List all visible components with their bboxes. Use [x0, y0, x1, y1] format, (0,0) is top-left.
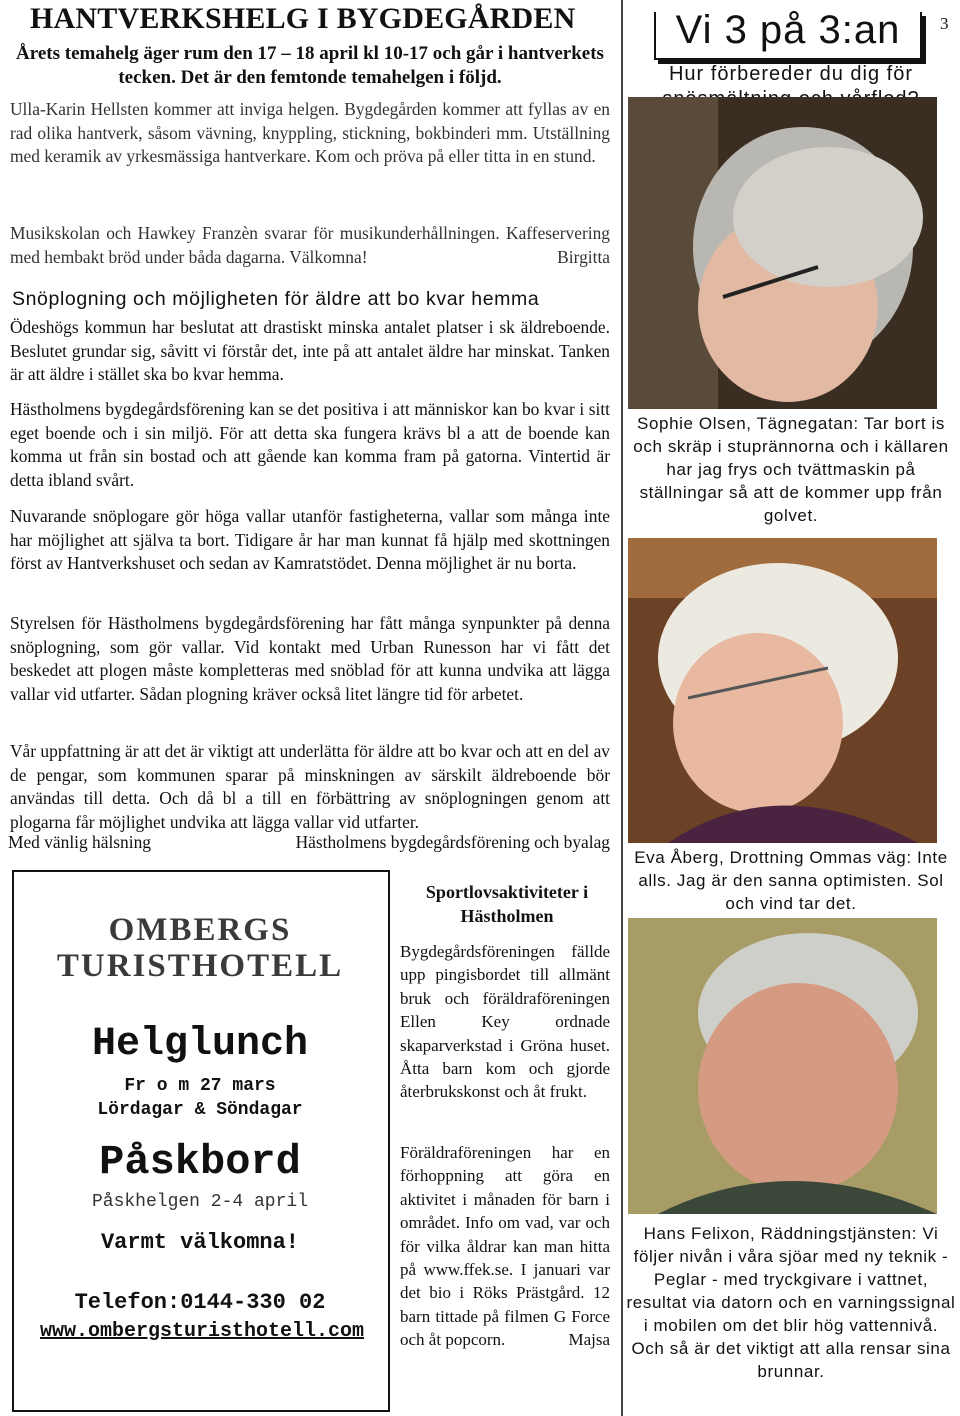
ad-weekdays: Lördagar & Söndagar — [97, 1100, 303, 1120]
closing-greeting: Med vänlig hälsning — [8, 832, 151, 852]
signature-majsa: Majsa — [568, 1330, 610, 1350]
section-title: Vi 3 på 3:an — [675, 8, 901, 52]
caption-sophie-olsen: Sophie Olsen, Tägnegatan: Tar bort is och skräp i stuprännorna och i källaren har jag frys och tvättmaskin på ställningar så att de kommer upp från golvet. — [633, 414, 949, 525]
sport-paragraph-1: Bygdegårdsföreningen fällde upp pingisbordet till allmänt bruk och föräldraföreningen Ellen Key ordnade skaparverkstad i Gröna huset. Åtta barn kom och gjorde återbrukskonst och åt frukt. — [400, 942, 610, 1102]
paragraph-6: Styrelsen för Hästholmens bygdegårdsförening har fått många synpunkter på denna snöplogning, som gör vallar. Vid kontakt med Urban Runesson har vi fått det beskedet att plogen måste kompletteras med snöblad för att kunna undvika att lägga vallar vid utfarter. Sådan plogning kräver också litet längre tid för arbetet. — [10, 613, 610, 704]
ad-logo-ombergs: OMBERGS — [108, 912, 292, 948]
sport-title: Sportlovsaktiviteter i Hästholmen — [425, 882, 589, 926]
ad-helglunch: Helglunch — [91, 1022, 309, 1067]
ad-logo-turisthotell: TURISTHOTELL — [56, 948, 344, 984]
paragraph-3: Ödeshögs kommun har beslutat att drastiskt minska antalet platser i sk äldreboende. Beslutet grundar sig, såvitt vi förstår det, inte på att antalet äldre har minskat. Tanken är att äldre i stället ska bo kvar hemma. — [10, 317, 610, 384]
ad-paskhelg: Påskhelgen 2-4 april — [91, 1192, 309, 1212]
paragraph-2 — [10, 222, 610, 269]
ad-telephone: Telefon:0144-330 02 — [74, 1290, 326, 1315]
paragraph-2-text: Musikskolan och Hawkey Franzèn svarar för musikunderhållningen. Kaffeservering med hembakt bröd under båda dagarna. Välkomna! — [10, 223, 610, 267]
signature-birgitta: Birgitta — [557, 246, 610, 267]
closing-line — [8, 832, 610, 853]
photo-hans-felixon — [628, 918, 937, 1214]
headline-hantverkshelg: HANTVERKSHELG I BYGDEGÅRDEN — [30, 2, 576, 35]
portrait-illustration — [628, 97, 937, 409]
ad-paskbord: Påskbord — [99, 1138, 301, 1186]
caption-hans-felixon: Hans Felixon, Räddningstjänsten: Vi följer nivån i våra sjöar med ny teknik - Peglar - med tryckgivare i vattnet, resultat via datorn och en varningssignal i mobilen om det blir hög vattennivå. Och så är det viktigt att alla rensar sina brunnar. — [626, 1224, 956, 1381]
intro-text: Årets temahelg äger rum den 17 – 18 april kl 10-17 och går i hantverkets tecken. Det är den femtonde temahelgen i följd. — [16, 43, 604, 88]
photo-eva-aberg — [628, 538, 937, 843]
headline-snoplogning: Snöplogning och möjligheten för äldre att bo kvar hemma — [12, 288, 540, 310]
page-number: 3 — [940, 14, 949, 33]
ad-website-link[interactable]: www.ombergsturisthotell.com — [39, 1320, 365, 1343]
sport-paragraph-2 — [400, 1141, 610, 1352]
ad-welcome: Varmt välkomna! — [100, 1230, 300, 1255]
portrait-illustration — [628, 918, 937, 1214]
column-divider — [621, 0, 623, 1416]
sport-paragraph-2-text: Föräldraföreningen har en förhoppning att göra en aktivitet i månaden för barn i området. Info om vad, var och för vilka åldrar kan man hitta på www.ffek.se. I januari var det bio i Röks Prästgård. 12 barn tittade på filmen G Force och åt popcorn. — [400, 1143, 610, 1350]
paragraph-4: Hästholmens bygdegårdsförening kan se det positiva i att människor kan bo kvar i sitt eget boende och i sin miljö. För att detta ska fungera krävs bl a att de boende kan komma ut från sin bostad och att gående kan komma fram på gatorna. Vintertid är detta ibland svårt. — [10, 399, 610, 490]
photo-sophie-olsen — [628, 97, 937, 409]
paragraph-1: Ulla-Karin Hellsten kommer att inviga helgen. Bygdegården kommer att fyllas av en rad olika hantverk, såsom vävning, knyppling, stickning, bokbinderi mm. Utställning med keramik av yrkesmässiga hantverkare. Kom och pröva på eller titta in en stund. — [10, 99, 610, 166]
paragraph-7: Vår uppfattning är att det är viktigt att underlätta för äldre att bo kvar och att en del av de pengar, som kommunen sparar på minskningen av särskilt äldreboende bör användas till detta. Och då bl a till en förbättring av snöplogningen genom att plogarna får möjlighet undvika att lägga vallar vid utfarter. — [10, 741, 610, 832]
caption-eva-aberg: Eva Åberg, Drottning Ommas väg: Inte alls. Jag är den sanna optimisten. Sol och vind tar det. — [634, 848, 948, 913]
portrait-illustration — [628, 538, 937, 843]
paragraph-5: Nuvarande snöplogare gör höga vallar utanför fastigheterna, vallar som många inte har möjlighet att själva ta bort. Tidigare år har man kunnat få hjälp med skottningen först av Hantverkshuset och sedan av Kamratstödet. Denna möjlighet är nu borta. — [10, 506, 610, 573]
closing-signature: Hästholmens bygdegårdsförening och byalag — [295, 832, 610, 852]
survey-question: Hur förbereder du dig för — [668, 63, 913, 85]
ad-from-date: Fr o m 27 mars — [124, 1076, 276, 1096]
